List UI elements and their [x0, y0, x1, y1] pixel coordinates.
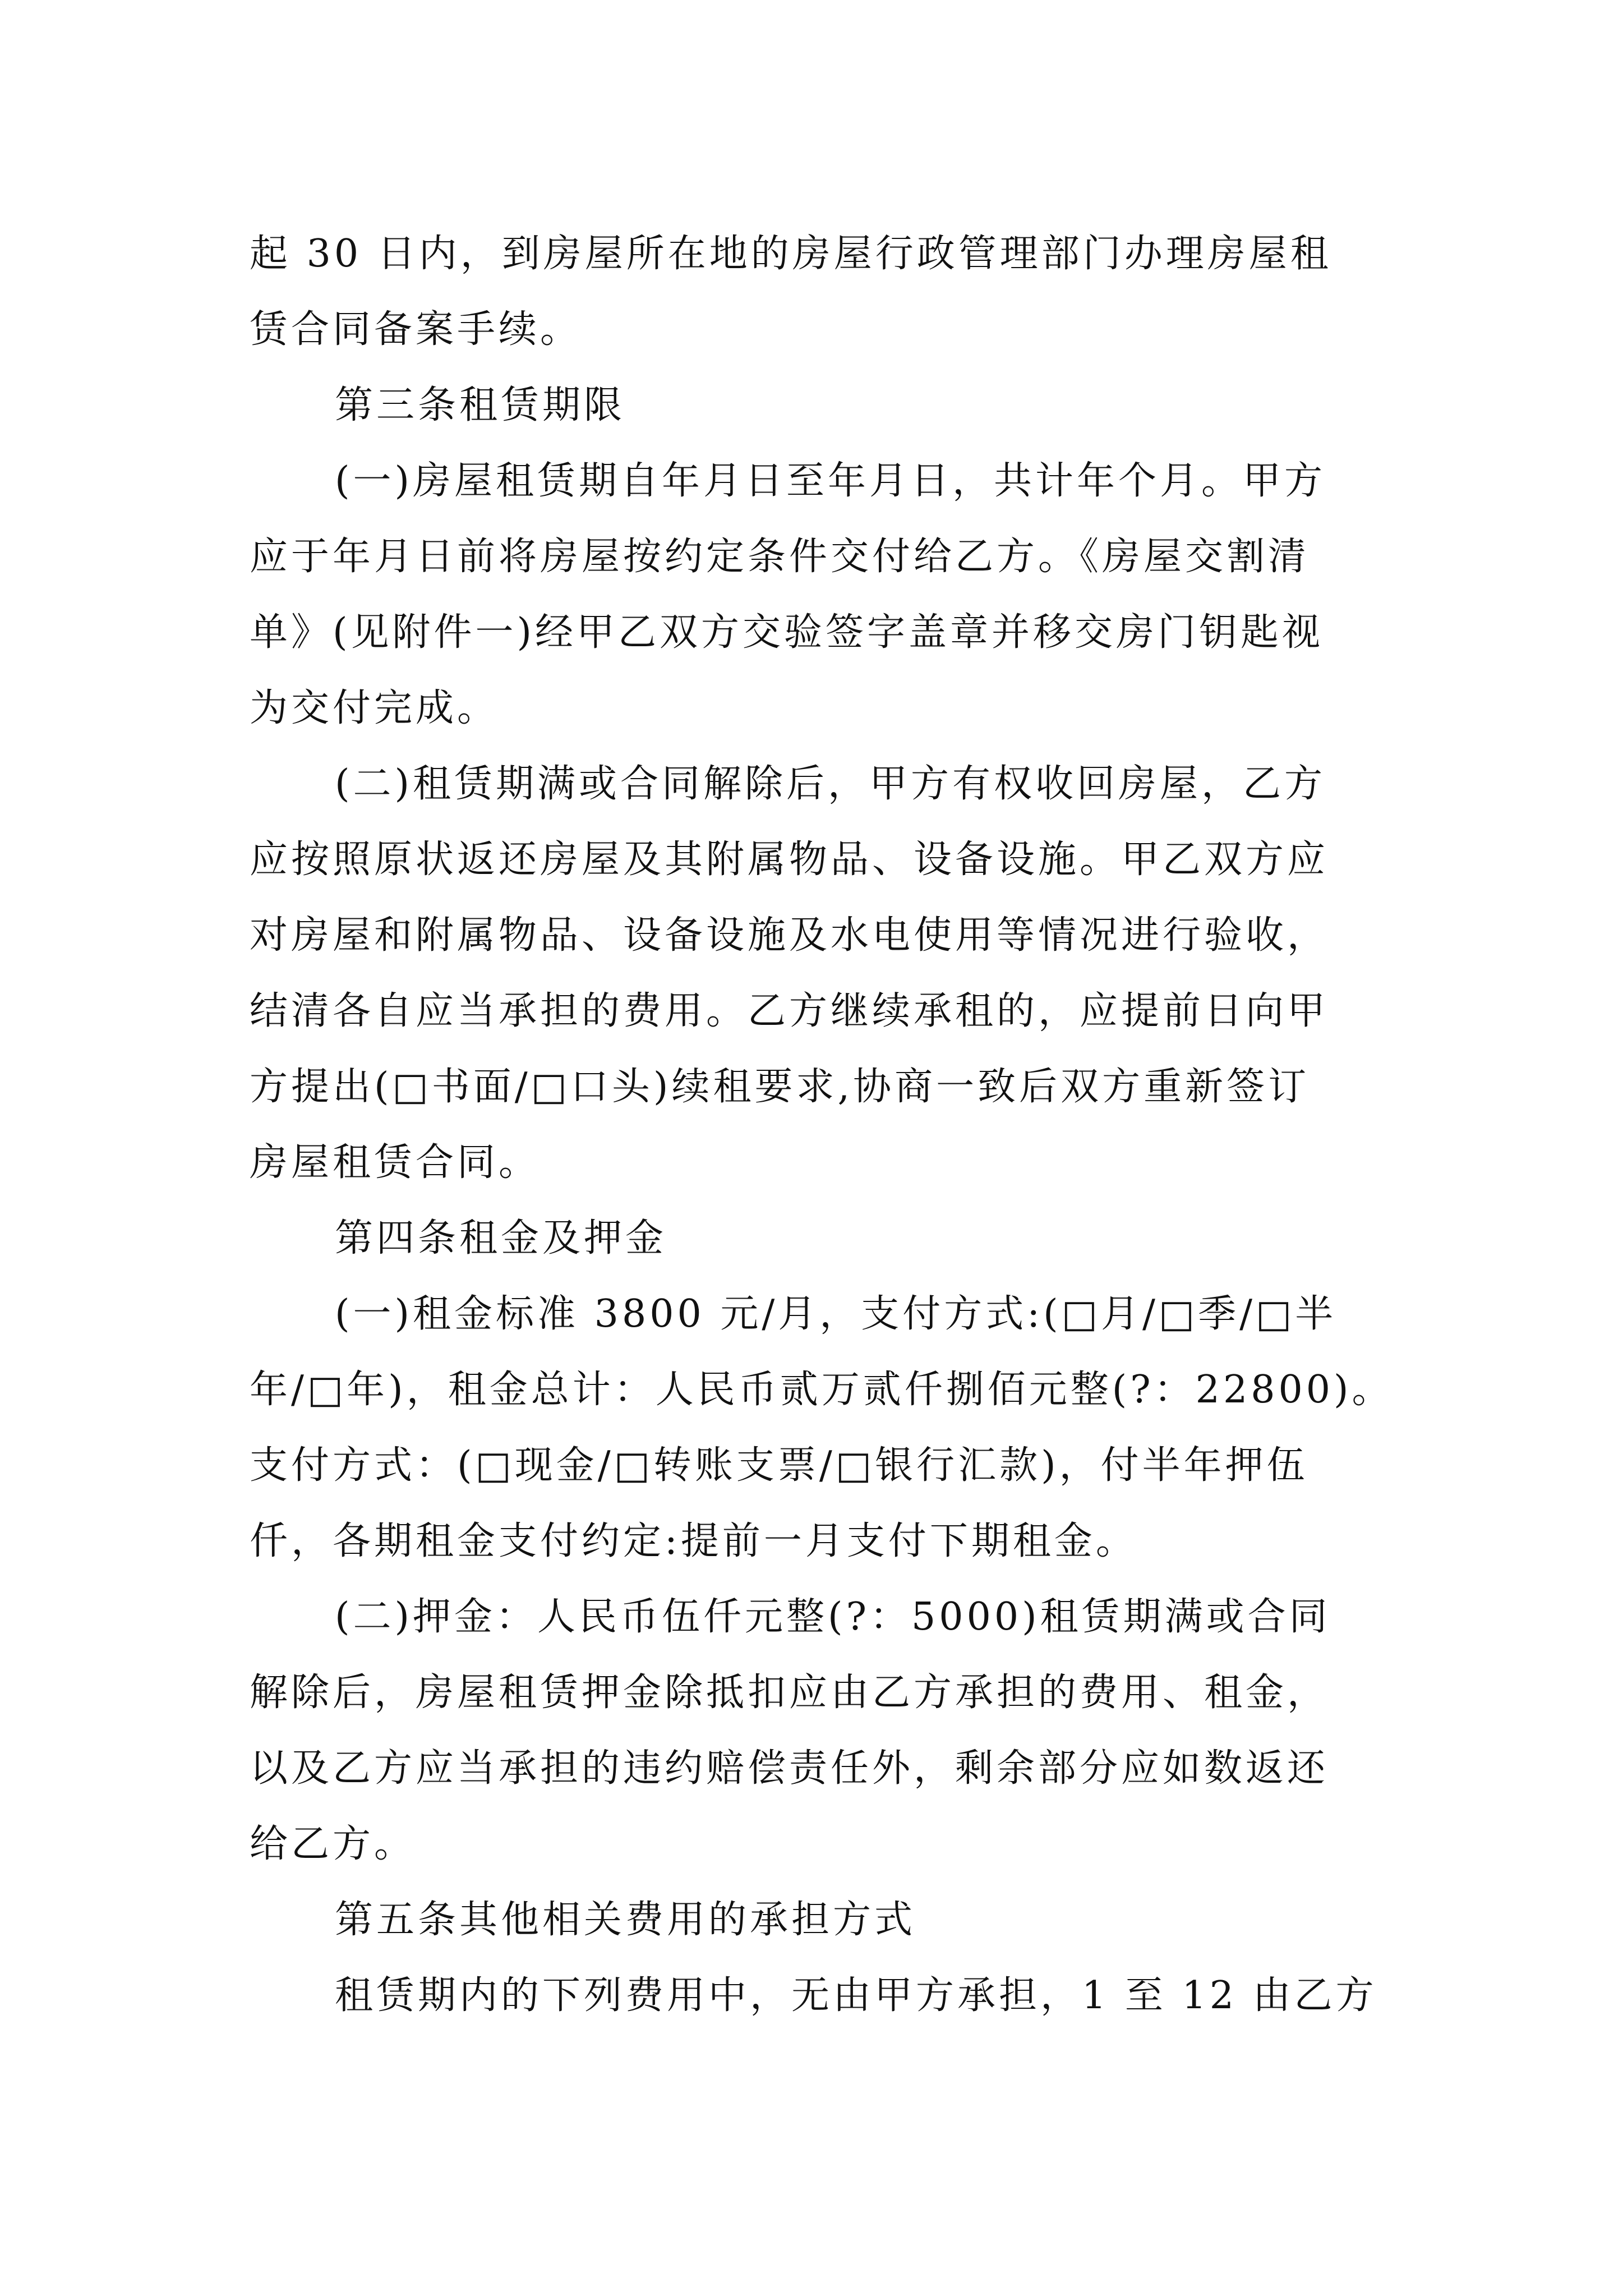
- text-line: 结清各自应当承担的费用。乙方继续承租的，应提前日向甲: [250, 989, 1329, 1033]
- text-line: 赁合同备案手续。: [250, 307, 582, 352]
- text-line: 第五条其他相关费用的承担方式: [335, 1898, 916, 1942]
- text-line: (二)押金：人民币伍仟元整(?：5000)租赁期满或合同: [335, 1595, 1331, 1639]
- text-line: 年/□年)，租金总计：人民币贰万贰仟捌佰元整(?：22800)。: [250, 1368, 1394, 1412]
- document-body: [250, 216, 1416, 2033]
- text-line: (一)房屋租赁期自年月日至年月日，共计年个月。甲方: [335, 459, 1326, 503]
- text-line: 方提出(□书面/□口头)续租要求,协商一致后双方重新签订: [250, 1065, 1310, 1109]
- text-line: 仟，各期租金支付约定:提前一月支付下期租金。: [250, 1519, 1137, 1563]
- text-line: 租赁期内的下列费用中，无由甲方承担，1 至 12 由乙方: [335, 1973, 1377, 2018]
- text-line: 以及乙方应当承担的违约赔偿责任外，剩余部分应如数返还: [250, 1746, 1329, 1791]
- text-line: 单》(见附件一)经甲乙双方交验签字盖章并移交房门钥匙视: [250, 610, 1324, 655]
- text-line: 为交付完成。: [250, 686, 499, 730]
- text-line: (一)租金标准 3800 元/月，支付方式:(□月/□季/□半: [335, 1292, 1337, 1336]
- text-line: 第三条租赁期限: [335, 383, 626, 427]
- text-line: 对房屋和附属物品、设备设施及水电使用等情况进行验收，: [250, 913, 1329, 958]
- text-line: 第四条租金及押金: [335, 1216, 667, 1260]
- text-line: 房屋租赁合同。: [250, 1140, 541, 1185]
- text-line: 应于年月日前将房屋按约定条件交付给乙方。《房屋交割清: [250, 535, 1310, 579]
- text-line: (二)租赁期满或合同解除后，甲方有权收回房屋，乙方: [335, 762, 1326, 806]
- text-line: 给乙方。: [250, 1822, 416, 1866]
- text-line: 支付方式：(□现金/□转账支票/□银行汇款)，付半年押伍: [250, 1443, 1308, 1488]
- text-line: 解除后，房屋租赁押金除抵扣应由乙方承担的费用、租金，: [250, 1671, 1329, 1715]
- text-line: 应按照原状返还房屋及其附属物品、设备设施。甲乙双方应: [250, 838, 1329, 882]
- text-line: 起 30 日内，到房屋所在地的房屋行政管理部门办理房屋租: [250, 232, 1332, 276]
